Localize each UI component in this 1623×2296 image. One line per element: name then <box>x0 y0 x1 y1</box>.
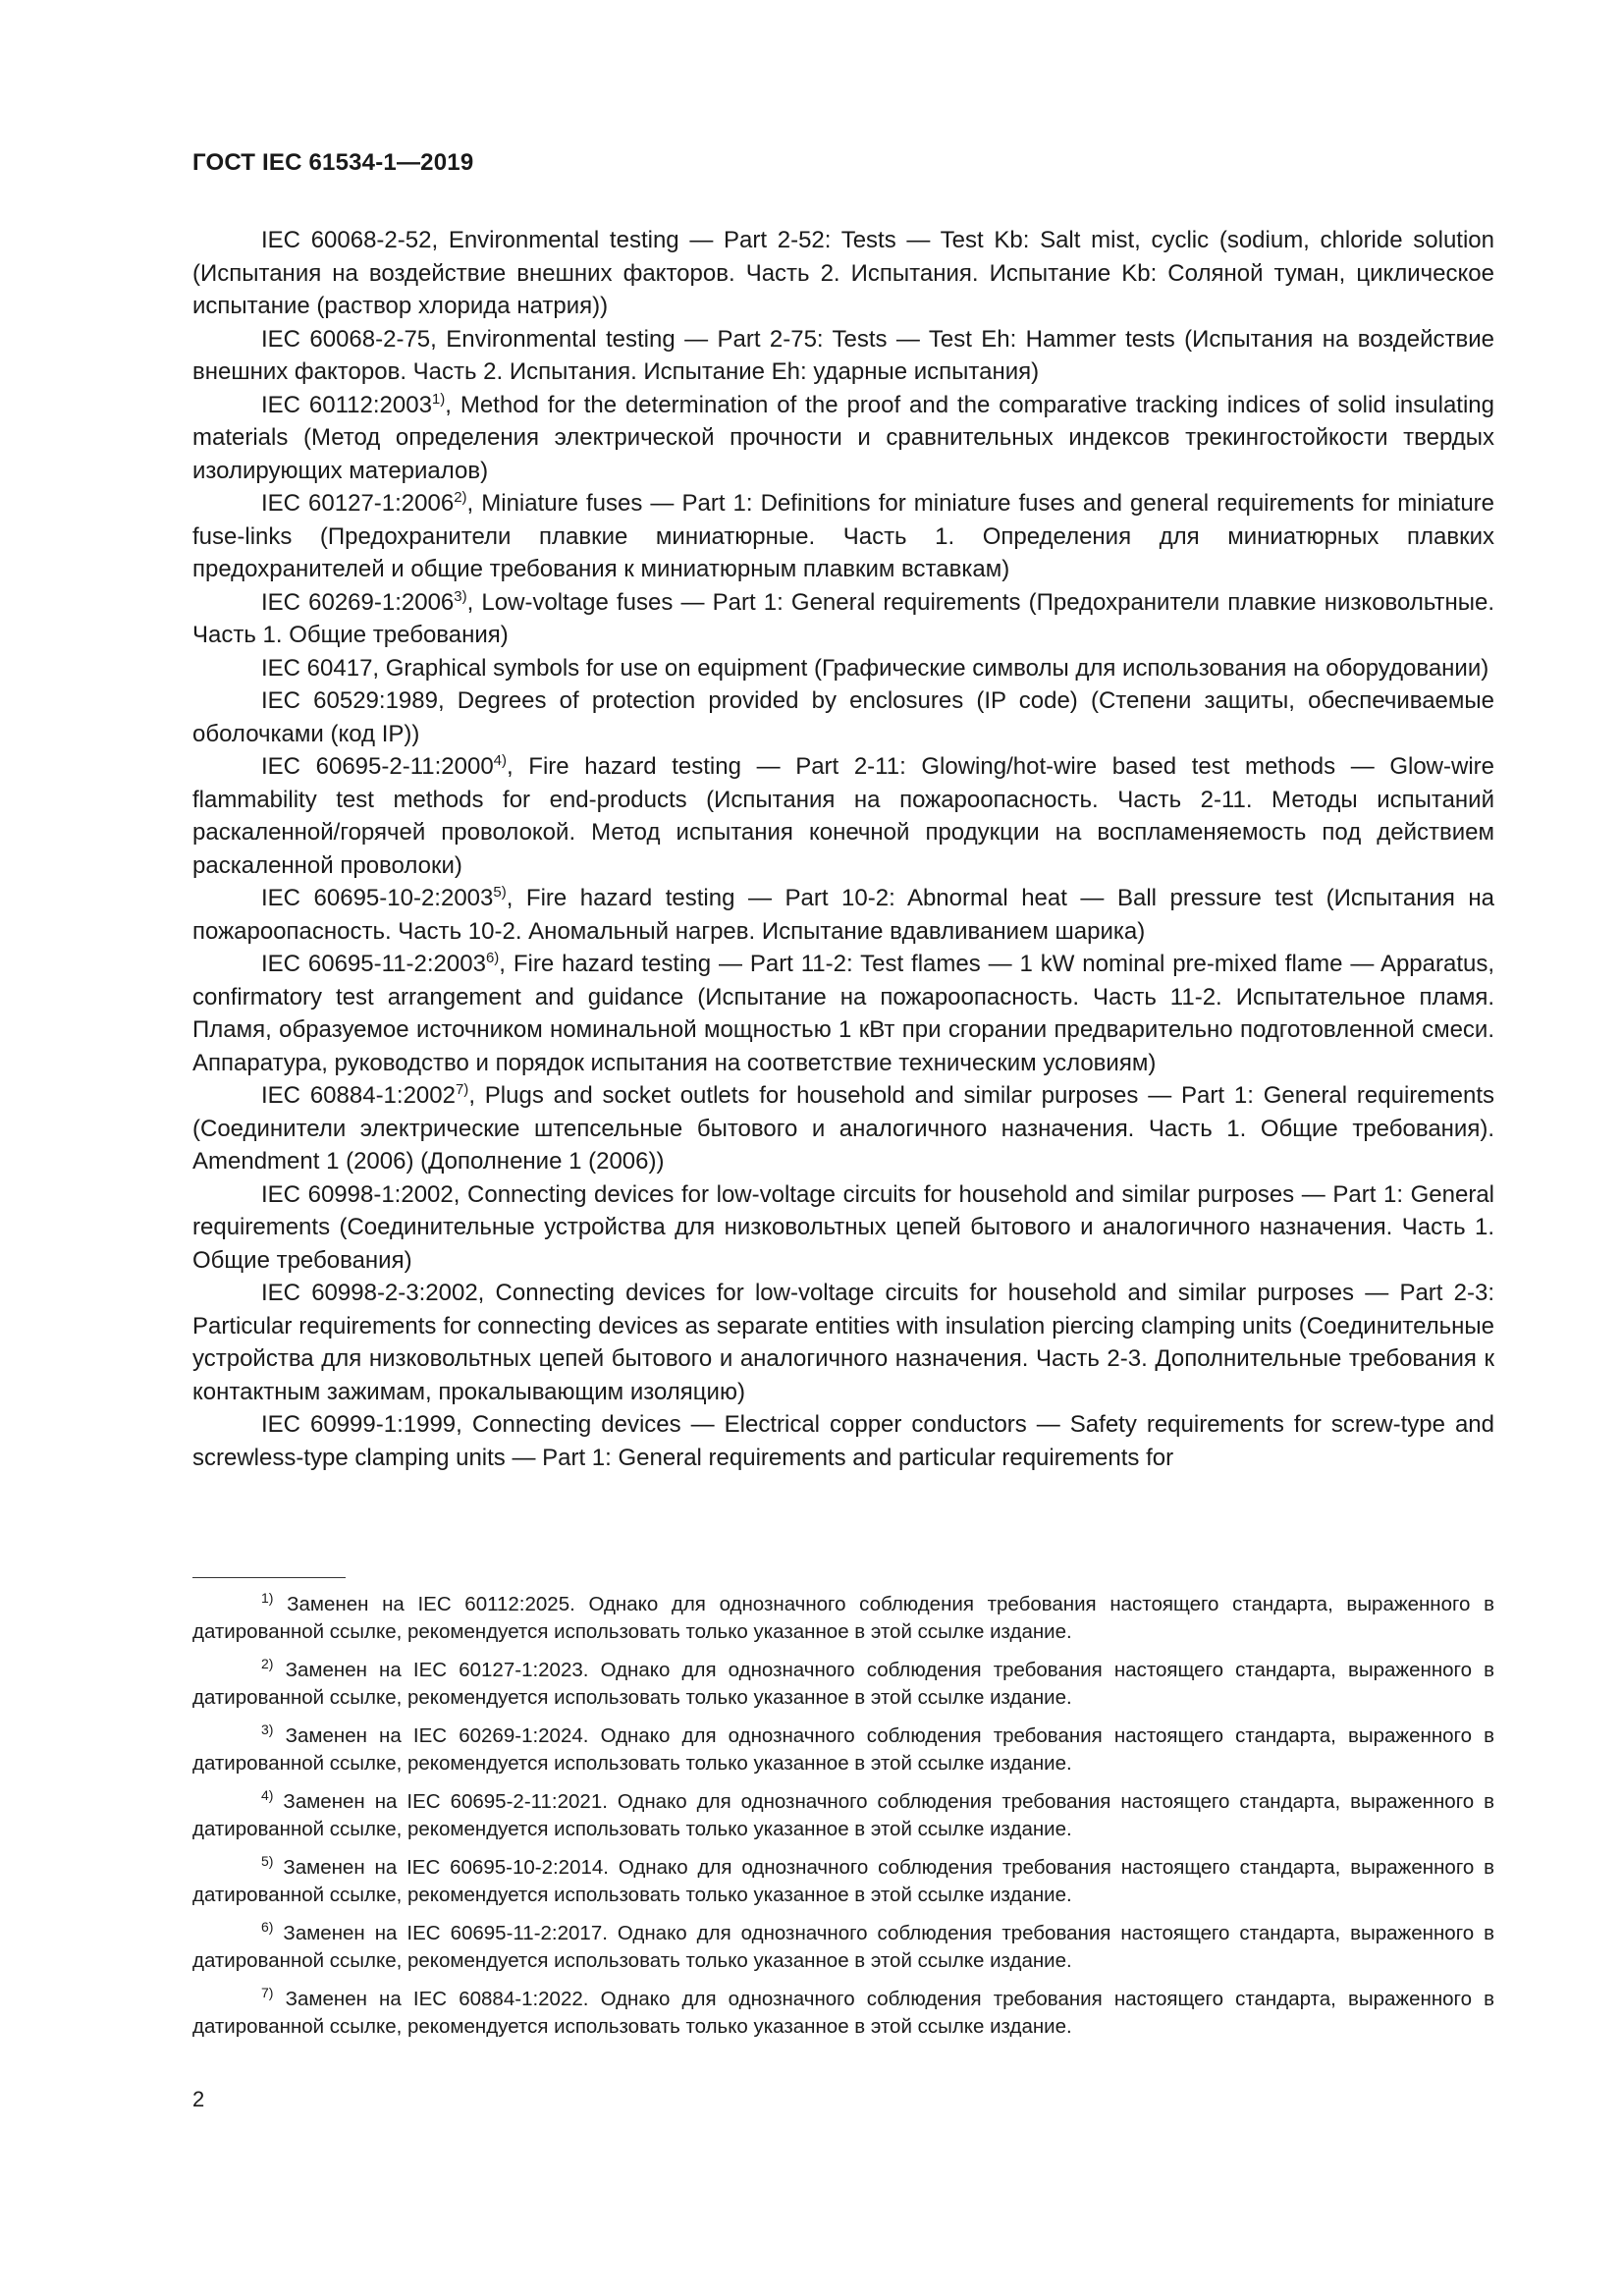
footnote <box>192 1986 1494 2041</box>
standard-title: ГОСТ IEC 61534-1—2019 <box>192 149 474 176</box>
footnote-text: Заменен на IEC 60112:2025. Однако для однозначного соблюдения требования настоящего стандарта, выраженного в датированной ссылке, рекомендуется использовать только указанное в этой ссылке издание. <box>192 1593 1494 1643</box>
reference-text: , Plugs and socket outlets for household and similar purposes — Part 1: General requirements (Соединители электрические штепсельные бытового и аналогичного назначения. Часть 1. Общие требования). Amendment 1 (2006) (Дополнение 1 (2006)) <box>192 1082 1494 1175</box>
footnote <box>192 1657 1494 1712</box>
footnote-number: 3) <box>261 1722 274 1737</box>
footnote-mark: 7) <box>455 1081 469 1098</box>
reference-id: IEC 60998-2-3:2002, <box>261 1280 485 1306</box>
reference-text: Degrees of protection provided by enclosures (IP code) (Степени защиты, обеспечиваемые оболочками (код IP)) <box>192 687 1495 747</box>
reference-entry <box>192 323 1494 389</box>
reference-text: Environmental testing — Part 2-75: Tests — Test Eh: Hammer tests (Испытания на воздействие внешних факторов. Часть 2. Испытания. Испытание Eh: ударные испытания) <box>192 325 1495 385</box>
reference-text: Connecting devices for low-voltage circuits for household and similar purposes — Part 1: General requirements (Соединительные устройства для низковольтных цепей бытового и аналогичного назначения. Часть 1. Общие требования) <box>192 1180 1494 1274</box>
footnote-mark: 5) <box>493 884 507 901</box>
reference-id: IEC 60695-2-11:2000 <box>261 753 494 780</box>
reference-text: Connecting devices for low-voltage circuits for household and similar purposes — Part 2-3: Particular requirements for connecting devices as separate entities with insulation piercing clamping units (Соединительные устройства для низковольтных цепей бытового и аналогичного назначения. Часть 2-3. Дополнительные требования к контактным зажимам, прокалывающим изоляцию) <box>192 1280 1495 1405</box>
reference-entry <box>192 1079 1494 1178</box>
reference-text: Connecting devices — Electrical copper conductors — Safety requirements for screw-type and screwless-type clamping units — Part 1: General requirements and particular requirements for <box>192 1411 1494 1471</box>
footnote <box>192 1722 1494 1777</box>
footnote-text: Заменен на IEC 60884-1:2022. Однако для однозначного соблюдения требования настоящего стандарта, выраженного в датированной ссылке, рекомендуется использовать только указанное в этой ссылке издание. <box>192 1988 1494 2038</box>
footnote-text: Заменен на IEC 60695-10-2:2014. Однако для однозначного соблюдения требования настоящего стандарта, выраженного в датированной ссылке, рекомендуется использовать только указанное в этой ссылке издание. <box>192 1856 1494 1906</box>
footnote-number: 4) <box>261 1787 274 1803</box>
footnote-mark: 1) <box>431 390 446 408</box>
reference-text: , Fire hazard testing — Part 2-11: Glowing/hot-wire based test methods — Glow-wire flammability test methods for end-products (Испытания на пожароопасность. Часть 2-11. Методы испытаний раскаленной/горячей проволокой. Метод испытания конечной продукции на воспламеняемость под действием раскаленной проволоки) <box>192 753 1494 879</box>
footnote-text: Заменен на IEC 60127-1:2023. Однако для однозначного соблюдения требования настоящего стандарта, выраженного в датированной ссылке, рекомендуется использовать только указанное в этой ссылке издание. <box>192 1659 1494 1709</box>
footnote <box>192 1591 1494 1646</box>
footnote-text: Заменен на IEC 60269-1:2024. Однако для однозначного соблюдения требования настоящего стандарта, выраженного в датированной ссылке, рекомендуется использовать только указанное в этой ссылке издание. <box>192 1724 1494 1775</box>
reference-id: IEC 60529:1989, <box>261 687 445 714</box>
reference-entry <box>192 684 1494 750</box>
reference-text: Graphical symbols for use on equipment (Графические символы для использования на оборудовании) <box>379 654 1489 682</box>
footnotes <box>192 1591 1494 2051</box>
reference-id: IEC 60695-11-2:2003 <box>261 951 486 977</box>
footnote <box>192 1920 1494 1975</box>
reference-entry <box>192 1277 1494 1408</box>
reference-entry <box>192 1408 1494 1474</box>
reference-text: , Fire hazard testing — Part 10-2: Abnormal heat — Ball pressure test (Испытания на пожароопасность. Часть 10-2. Аномальный нагрев. Испытание вдавливанием шарика) <box>192 885 1494 945</box>
reference-entry <box>192 948 1494 1079</box>
footnote-text: Заменен на IEC 60695-11-2:2017. Однако для однозначного соблюдения требования настоящего стандарта, выраженного в датированной ссылке, рекомендуется использовать только указанное в этой ссылке издание. <box>192 1922 1494 1972</box>
footnote-number: 1) <box>261 1590 274 1606</box>
reference-id: IEC 60269-1:2006 <box>261 588 455 616</box>
reference-entry <box>192 750 1494 882</box>
footnote-number: 7) <box>261 1985 274 2000</box>
reference-entry <box>192 389 1494 488</box>
reference-id: IEC 60112:2003 <box>261 391 432 418</box>
reference-id: IEC 60884-1:2002 <box>261 1082 456 1109</box>
footnote-mark: 4) <box>493 752 508 769</box>
reference-text: Environmental testing — Part 2-52: Tests — Test Kb: Salt mist, cyclic (sodium, chloride solution (Испытания на воздействие внешних факторов. Часть 2. Испытания. Испытание Kb: Соляной туман, циклическое испытание (раствор хлорида натрия)) <box>192 227 1495 319</box>
reference-id: IEC 60998-1:2002, <box>261 1180 460 1208</box>
footnote-number: 6) <box>261 1919 274 1935</box>
reference-entry <box>192 586 1494 652</box>
page-number: 2 <box>192 2087 205 2111</box>
footnote-separator <box>192 1577 346 1578</box>
reference-entry <box>192 224 1494 323</box>
reference-text: , Miniature fuses — Part 1: Definitions for miniature fuses and general requirements for miniature fuse-links (Предохранители плавкие миниатюрные. Часть 1. Определения для миниатюрных плавких предохранителей и общие требования к миниатюрным плавким вставкам) <box>192 490 1495 582</box>
footnote-number: 5) <box>261 1853 274 1869</box>
reference-id: IEC 60068-2-75, <box>261 325 437 353</box>
reference-id: IEC 60695-10-2:2003 <box>261 885 494 911</box>
reference-id: IEC 60127-1:2006 <box>261 490 455 517</box>
footnote-mark: 3) <box>454 587 467 605</box>
reference-text: , Fire hazard testing — Part 11-2: Test flames — 1 kW nominal pre-mixed flame — Apparatus, confirmatory test arrangement and guidance (Испытание на пожароопасность. Часть 11-2. Испытательное пламя. Пламя, образуемое источником номинальной мощностью 1 кВт при сгорании предварительно подготовленной смеси. Аппаратура, руководство и порядок испытания на соответствие техническим условиям) <box>192 951 1495 1076</box>
reference-text: , Method for the determination of the proof and the comparative tracking indices of solid insulating materials (Метод определения электрической прочности и сравнительных индексов трекингостойкости твердых изолирующих материалов) <box>192 391 1494 484</box>
reference-id: IEC 60068-2-52, <box>261 227 439 253</box>
footnote-mark: 2) <box>454 489 467 506</box>
footnote <box>192 1854 1494 1909</box>
footnote-mark: 6) <box>485 950 500 966</box>
footnote-number: 2) <box>261 1656 274 1671</box>
reference-entry <box>192 1178 1494 1278</box>
reference-entry <box>192 487 1494 586</box>
normative-references <box>192 224 1494 1474</box>
footnote-text: Заменен на IEC 60695-2-11:2021. Однако для однозначного соблюдения требования настоящего стандарта, выраженного в датированной ссылке, рекомендуется использовать только указанное в этой ссылке издание. <box>192 1790 1494 1840</box>
reference-id: IEC 60999-1:1999, <box>261 1411 462 1438</box>
footnote <box>192 1788 1494 1843</box>
reference-id: IEC 60417, <box>261 654 380 682</box>
reference-entry <box>192 652 1494 685</box>
reference-entry <box>192 882 1494 948</box>
reference-text: , Low-voltage fuses — Part 1: General requirements (Предохранители плавкие низковольтные. Часть 1. Общие требования) <box>192 588 1494 648</box>
